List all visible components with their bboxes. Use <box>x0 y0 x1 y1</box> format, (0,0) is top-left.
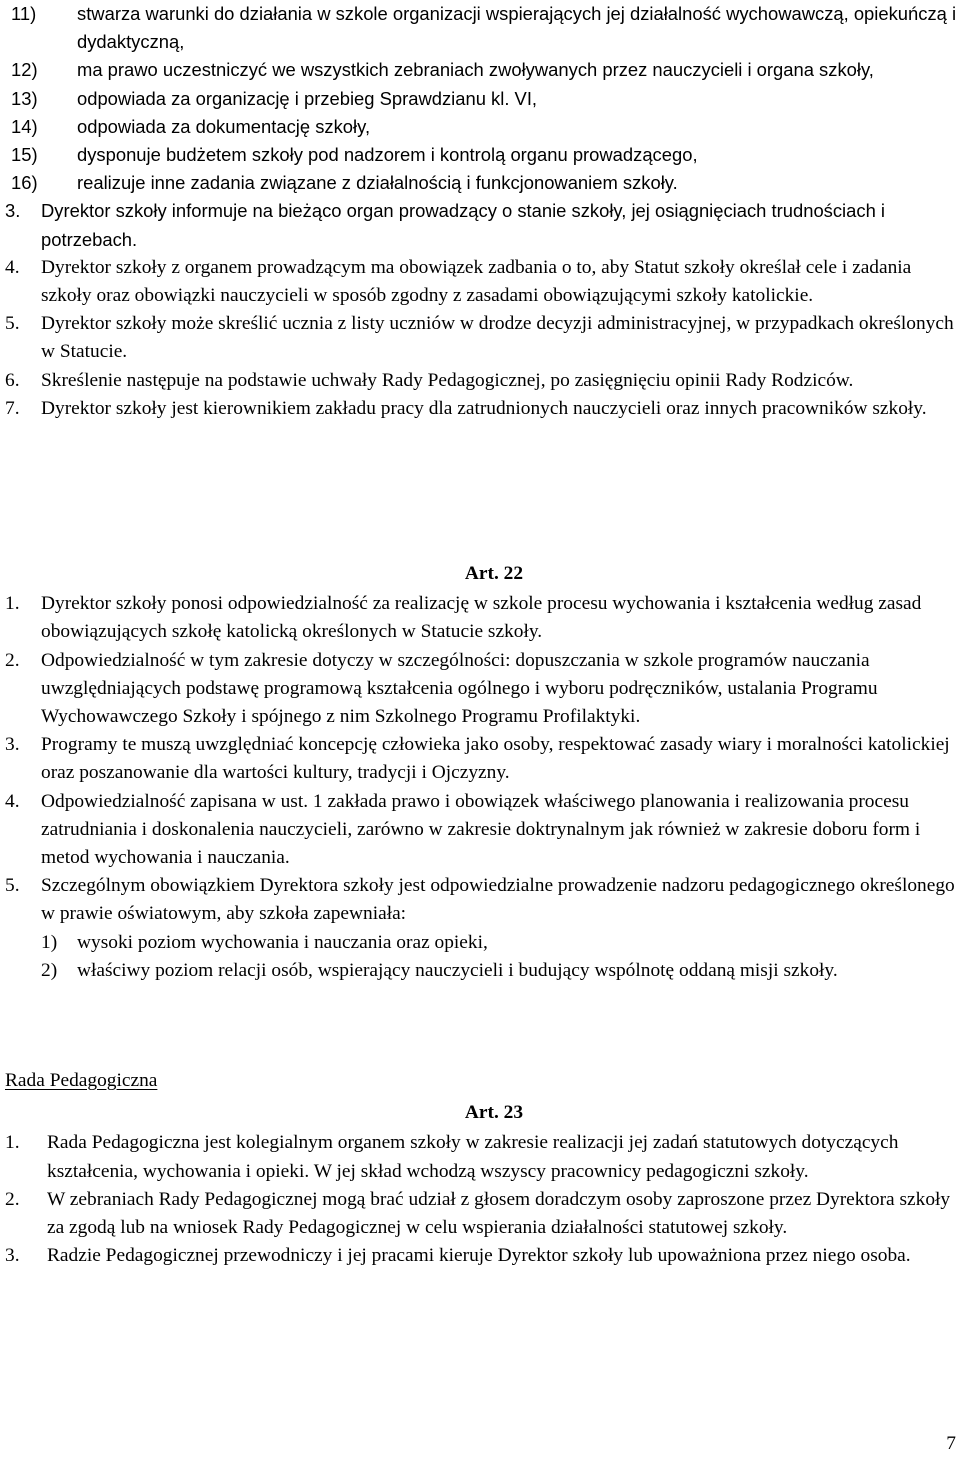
item-number: 1. <box>5 1132 20 1154</box>
item-text: Odpowiedzialność w tym zakresie dotyczy w szczególności: dopuszczania w szkole programów nauczania uwzględniających podstawę programową kształcenia ogólnego i wyboru podręczników, ustalania Programu Wychowawczego Szkoły i spójnego z nim Szkolnego Programu Profilaktyki. <box>41 649 878 728</box>
item-text: W zebraniach Rady Pedagogicznej mogą brać udział z głosem doradczym osoby zaproszone przez Dyrektora szkoły za zgodą lub na wniosek Rady Pedagogicznej w celu wspierania działalności statutowej szkoły. <box>47 1188 951 1239</box>
item-number: 2) <box>41 959 58 981</box>
list-item <box>0 1242 960 1270</box>
page-number: 7 <box>946 1433 956 1454</box>
item-text: Dyrektor szkoły może skreślić ucznia z listy uczniów w drodze decyzji administracyjnej, w przypadkach określonych w Statucie. <box>41 313 954 363</box>
article-22-section <box>0 560 960 985</box>
article-22-items <box>0 590 960 985</box>
list-item <box>0 197 960 253</box>
list-item <box>0 1129 960 1185</box>
item-number: 5. <box>5 313 20 335</box>
item-text: odpowiada za organizację i przebieg Sprawdzianu kl. VI, <box>77 87 538 109</box>
item-text: Szczególnym obowiązkiem Dyrektora szkoły jest odpowiedzialne prowadzenie nadzoru pedagogicznego określonego w prawie oświatowym, aby szkoła zapewniała: <box>41 875 955 925</box>
item-text: Dyrektor szkoły ponosi odpowiedzialność za realizację w szkole procesu wychowania i kształcenia według zasad obowiązujących szkołę katolicką określonych w Statucie szkoły. <box>41 593 922 643</box>
item-text: ma prawo uczestniczyć we wszystkich zebraniach zwoływanych przez nauczycieli i organa szkoły, <box>77 59 874 81</box>
item-number: 7. <box>5 397 20 419</box>
item-text: Dyrektor szkoły z organem prowadzącym ma obowiązek zadbania o to, aby Statut szkoły określał cele i zadania szkoły oraz obowiązki nauczycieli w sposób zgodny z zasadami obowiązującymi szkoły katolickie. <box>41 256 912 307</box>
article-23-title: Art. 23 <box>464 1102 524 1124</box>
item-number: 15) <box>11 144 38 166</box>
list-item <box>0 872 960 928</box>
item-number: 3. <box>5 200 21 222</box>
item-number: 11) <box>11 3 37 24</box>
director-duties-list <box>0 0 960 423</box>
item-number: 5. <box>5 875 20 897</box>
list-item <box>0 113 960 141</box>
list-item <box>0 169 960 197</box>
item-text: Odpowiedzialność zapisana w ust. 1 zakłada prawo i obowiązek właściwego planowania i realizowania procesu zatrudniania i doskonalenia nauczycieli, zarówno w zakresie doktrynalnym jak również w zakresie doboru form i metod wychowania i nauczania. <box>41 790 921 869</box>
list-item <box>0 395 960 423</box>
item-text: Dyrektor szkoły informuje na bieżąco organ prowadzący o stanie szkoły, jej osiągnięciach trudnościach i potrzebach. <box>41 200 885 250</box>
item-number: 6. <box>5 369 20 391</box>
item-number: 1. <box>5 593 20 615</box>
list-item <box>0 310 960 366</box>
item-number: 4. <box>5 790 20 812</box>
list-item <box>0 0 960 56</box>
article-23-items <box>0 1129 960 1270</box>
item-number: 3. <box>5 734 20 756</box>
item-text: Radzie Pedagogicznej przewodniczy i jej pracami kieruje Dyrektor szkoły lub upoważniona przez niego osoba. <box>47 1245 911 1267</box>
list-item <box>0 590 960 646</box>
list-item <box>0 731 960 787</box>
item-number: 2. <box>5 649 20 671</box>
item-text: dysponuje budżetem szkoły pod nadzorem i kontrolą organu prowadzącego, <box>77 144 698 166</box>
item-text: właściwy poziom relacji osób, wspierający nauczycieli i budujący wspólnotę oddaną misji szkoły. <box>77 959 838 981</box>
item-number: 1) <box>41 931 58 953</box>
item-number: 12) <box>11 59 38 81</box>
item-text: odpowiada za dokumentację szkoły, <box>77 115 371 137</box>
section-heading-rada: Rada Pedagogiczna <box>5 1070 158 1091</box>
item-text: Programy te muszą uwzględniać koncepcję człowieka jako osoby, respektować zasady wiary i moralności katolickiej oraz poszanowanie dla wartości kultury, tradycji i Ojczyzny. <box>41 734 950 784</box>
list-item <box>0 141 960 169</box>
item-number: 16) <box>11 172 38 194</box>
list-item <box>0 85 960 113</box>
list-item <box>0 647 960 732</box>
article-22-title: Art. 22 <box>464 563 524 584</box>
item-number: 4. <box>5 256 20 278</box>
item-text: stwarza warunki do działania w szkole organizacji wspierających jej działalność wychowawczą, opiekuńczą i dydaktyczną, <box>77 3 957 53</box>
item-number: 3. <box>5 1245 20 1267</box>
list-item <box>0 56 960 84</box>
rada-pedagogiczna-section <box>0 1067 960 1270</box>
item-text: realizuje inne zadania związane z działalnością i funkcjonowaniem szkoły. <box>77 172 678 194</box>
item-text: Dyrektor szkoły jest kierownikiem zakładu pracy dla zatrudnionych nauczycieli oraz innych pracowników szkoły. <box>41 397 927 419</box>
item-number: 13) <box>11 87 38 109</box>
item-number: 2. <box>5 1188 20 1210</box>
list-item <box>0 254 960 310</box>
item-text: wysoki poziom wychowania i nauczania oraz opieki, <box>77 931 488 953</box>
list-item <box>0 929 960 957</box>
list-item <box>0 957 960 985</box>
item-text: Rada Pedagogiczna jest kolegialnym organem szkoły w zakresie realizacji jej zadań statutowych dotyczących kształcenia, wychowania i opieki. W jej skład wchodzą wszyscy pracownicy pedagogiczni szkoły. <box>47 1132 899 1182</box>
list-item <box>0 1186 960 1242</box>
list-item <box>0 367 960 395</box>
item-number: 14) <box>11 115 38 137</box>
list-item <box>0 788 960 873</box>
item-text: Skreślenie następuje na podstawie uchwały Rady Pedagogicznej, po zasięgnięciu opinii Rady Rodziców. <box>41 369 854 391</box>
